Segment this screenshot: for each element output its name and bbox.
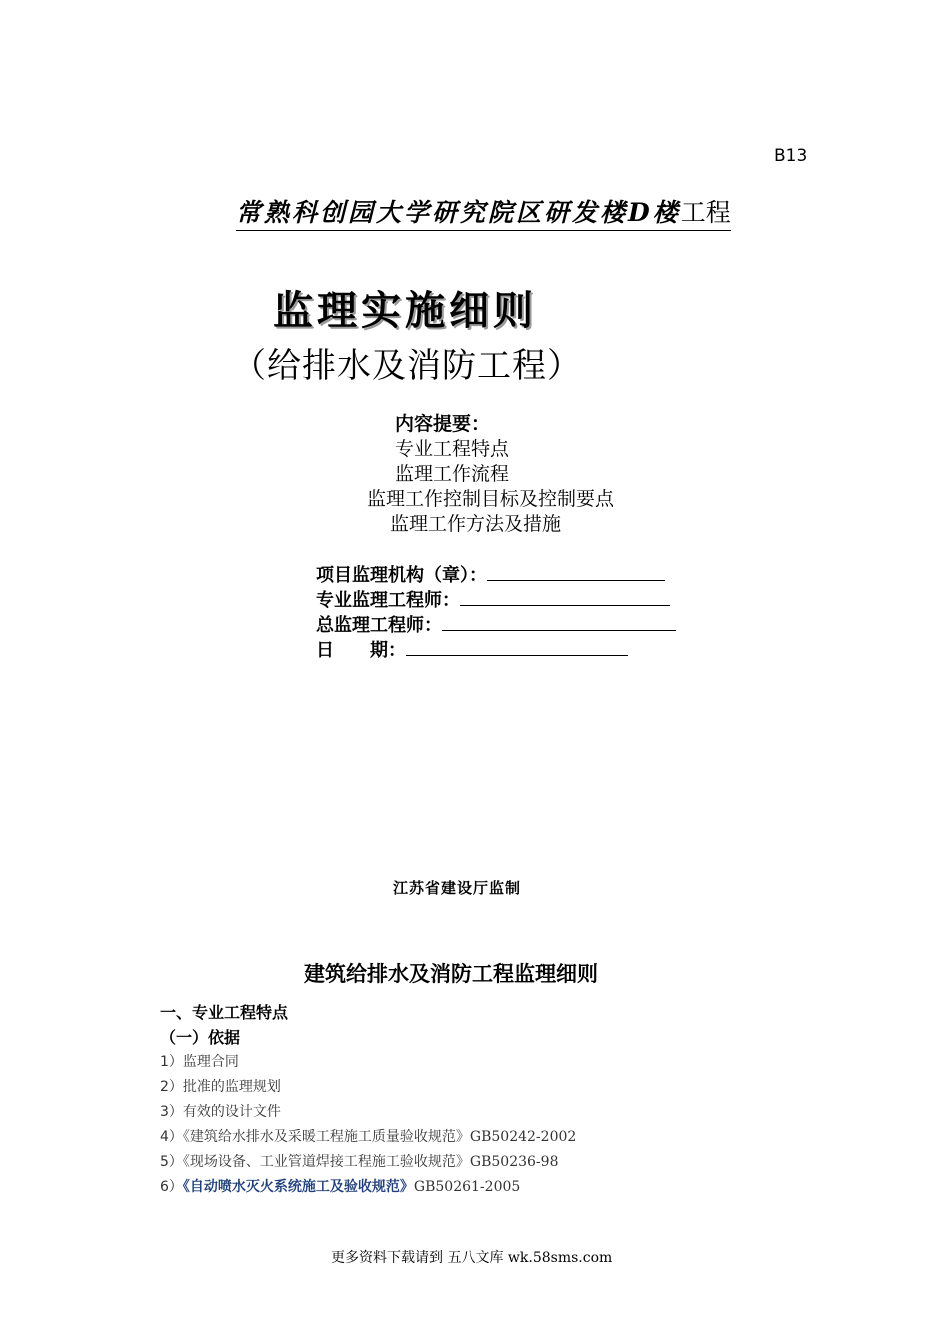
reference-item: [160, 1101, 281, 1121]
footer-note: 更多资料下载请到 五八文库 wk.58sms.com: [331, 1250, 613, 1266]
reference-standard: GB50261-2005: [413, 1179, 521, 1195]
reference-standard: GB50236-98: [469, 1154, 559, 1170]
field-org: [316, 561, 665, 587]
reference-text: 批准的监理规划: [182, 1079, 281, 1095]
reference-number: 2）: [160, 1079, 183, 1095]
field-org-label: 项目监理机构（章）：: [316, 565, 487, 586]
field-date-label: 日 期：: [316, 640, 406, 661]
reference-item: [160, 1051, 239, 1071]
reference-item: [160, 1151, 558, 1171]
project-name: [236, 193, 731, 231]
project-name-main: 常熟科创园大学研究院区研发楼D楼: [236, 198, 681, 227]
reference-text: 监理合同: [182, 1054, 239, 1070]
reference-number: 4）: [160, 1129, 183, 1145]
summary-item: 监理工作流程: [395, 463, 510, 485]
field-specialist-line[interactable]: [460, 587, 670, 606]
summary-item: 专业工程特点: [395, 438, 510, 460]
reference-text: 《现场设备、工业管道焊接工程施工验收规范》: [182, 1154, 470, 1170]
reference-item: [160, 1076, 281, 1096]
summary-item: 监理工作方法及措施: [390, 513, 562, 535]
summary-item: 监理工作控制目标及控制要点: [367, 488, 615, 510]
summary-heading: 内容提要：: [395, 413, 491, 435]
field-date-line[interactable]: [406, 637, 628, 656]
section-heading: 一、专业工程特点: [160, 1003, 289, 1022]
reference-item: [160, 1176, 520, 1196]
reference-item: [160, 1126, 576, 1146]
reference-text: 《建筑给水排水及采暖工程施工质量验收规范》: [182, 1129, 470, 1145]
issuing-authority: 江苏省建设厅监制: [393, 879, 522, 897]
reference-number: 6）: [160, 1179, 183, 1195]
main-title: 监理实施细则: [273, 288, 537, 334]
field-specialist-label: 专业监理工程师：: [316, 590, 460, 611]
reference-number: 1）: [160, 1054, 183, 1070]
field-org-line[interactable]: [487, 562, 665, 581]
field-date: [316, 636, 628, 662]
reference-standard: GB50242-2002: [469, 1129, 577, 1145]
document-code: B13: [774, 146, 808, 166]
field-specialist: [316, 586, 670, 612]
subsection-heading: （一）依据: [160, 1028, 241, 1047]
reference-text: 有效的设计文件: [182, 1104, 281, 1120]
sub-title: （给排水及消防工程）: [232, 346, 582, 386]
reference-number: 5）: [160, 1154, 183, 1170]
project-name-tail: 工程: [680, 198, 731, 227]
field-chief-line[interactable]: [442, 612, 676, 631]
field-chief-label: 总监理工程师：: [316, 615, 442, 636]
reference-number: 3）: [160, 1104, 183, 1120]
reference-text-link[interactable]: 《自动喷水灭火系统施工及验收规范》: [182, 1179, 414, 1195]
field-chief: [316, 611, 676, 637]
document-title: 建筑给排水及消防工程监理细则: [304, 962, 598, 986]
